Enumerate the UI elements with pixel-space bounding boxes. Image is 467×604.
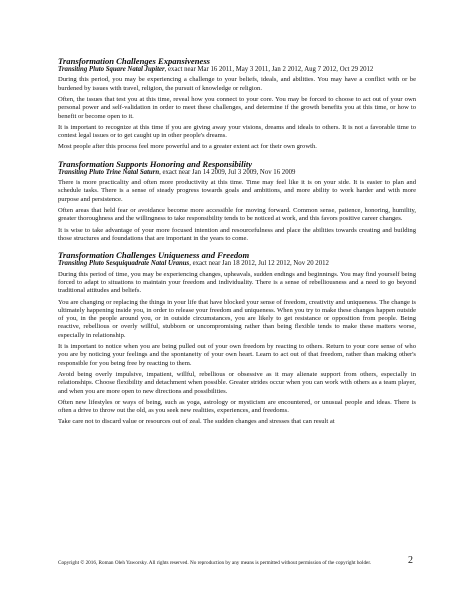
paragraph: Avoid being overly impulsive, impatient, willful, rebellious or obsessive as it may alienate support from others, especially in relationships. Choose flexibility and detachment when possible. Greater strides occur when you can work with others as a team player, and when you are more open to new directions and possibilities.	[58, 370, 416, 395]
transit-name: Transiting Pluto Square Natal Jupiter	[58, 66, 165, 73]
document-page	[58, 56, 416, 434]
paragraph: Take care not to discard value or resources out of zeal. The sudden changes and stresses that can result at	[58, 418, 335, 426]
paragraph: Often areas that held fear or avoidance become more accessible for moving forward. Common sense, patience, honoring, humility, greater thoroughness and the willingness to take responsibility tends to be noticed at work, and this favors positive career changes.	[58, 207, 416, 223]
paragraph: There is more practicality and often more productivity at this time. Time may feel like it is on your side. It is easier to plan and schedule tasks. There is a sense of steady progress towards goals and ambitions, and more ability to work harder and with more purpose and persistence.	[58, 179, 416, 203]
section-title: Transformation Challenges Expansiveness	[58, 56, 211, 66]
copyright-footer: Copyright © 2016, Roman Oleh Yaworsky. All rights reserved. No reproduction by any means is permitted without permission of the copyright holder.	[58, 560, 372, 566]
transit-dates: , exact near Jan 14 2009, Jul 3 2009, Nov 16 2009	[159, 168, 296, 176]
paragraph: Often, the issues that test you at this time, reveal how you connect to your core. You may be forced to choose to act out of your own personal power and self-validation in order to meet these challenges, and determine if the growth benefits you at this time, or how to benefit or become open to it.	[58, 96, 416, 120]
transit-name: Transiting Pluto Sesquiquadrate Natal Uranus	[58, 260, 190, 268]
paragraph: During this period, you may be experiencing a challenge to your beliefs, ideals, and abilities. You may have a conflict with or be burdened by issues with travel, religion, the pursuit of knowledge or religion.	[58, 76, 416, 92]
section-uniqueness-freedom	[58, 250, 416, 426]
paragraph: During this period of time, you may be experiencing changes, upheavals, sudden endings and beginnings. You may find yourself being forced to adapt to situations to maintain your freedom and individuality. There is a sense of rebelliousness and a need to go beyond traditional attitudes and beliefs.	[58, 270, 416, 295]
page-number: 2	[408, 555, 413, 566]
section-title: Transformation Challenges Uniqueness and Freedom	[58, 250, 250, 261]
section-honoring-responsibility	[58, 159, 416, 243]
transit-line	[58, 169, 416, 177]
paragraph: Often new lifestyles or ways of being, such as yoga, astrology or mysticism are encountered, or unusual people and ideas. There is often a drive to throw out the old, as you seek new realities, experiences, and freedoms.	[58, 398, 416, 415]
paragraph: It is wise to take advantage of your more focused intention and resourcefulness and place the abilities towards creating and building those structures and foundations that are important in the years to come.	[58, 226, 416, 242]
paragraph: You are changing or replacing the things in your life that have blocked your sense of freedom, creativity and uniqueness. The change is ultimately happening inside you, in order to release your freedom and uniqueness. When you try to make these changes happen outside of you, in the people around you, or in outside circumstances, you are likely to get resistance or opposition from people. Being reactive, rebellious or overly willful, stubborn or uncompromising rather than being flexible tends to make these matters worse, especially in relationship.	[58, 298, 416, 339]
section-expansiveness	[58, 56, 416, 152]
paragraph: Most people after this process feel more powerful and to a greater extent act for their own growth.	[58, 143, 317, 151]
transit-dates: , exact near Jan 18 2012, Jul 12 2012, Nov 20 2012	[189, 260, 329, 268]
transit-dates: , exact near Mar 16 2011, May 3 2011, Jan 2 2012, Aug 7 2012, Oct 29 2012	[164, 66, 374, 73]
section-title: Transformation Supports Honoring and Responsibility	[58, 158, 253, 169]
paragraph: It is important to notice when you are being pulled out of your own freedom by reacting to others. Return to your core sense of who you are by noticing your feelings and the spontaneity of your own heart. Learn to act out of that freedom, rather than making other's responsible for you being free by reacting to them.	[58, 343, 416, 367]
transit-line	[58, 260, 416, 268]
transit-name: Transiting Pluto Trine Natal Saturn	[58, 168, 160, 176]
paragraph: It is important to recognize at this time if you are giving away your visions, dreams and ideals to others. It is not a favorable time to contest legal issues or to get caught up in other people's dreams.	[58, 123, 416, 140]
transit-line	[58, 66, 416, 74]
